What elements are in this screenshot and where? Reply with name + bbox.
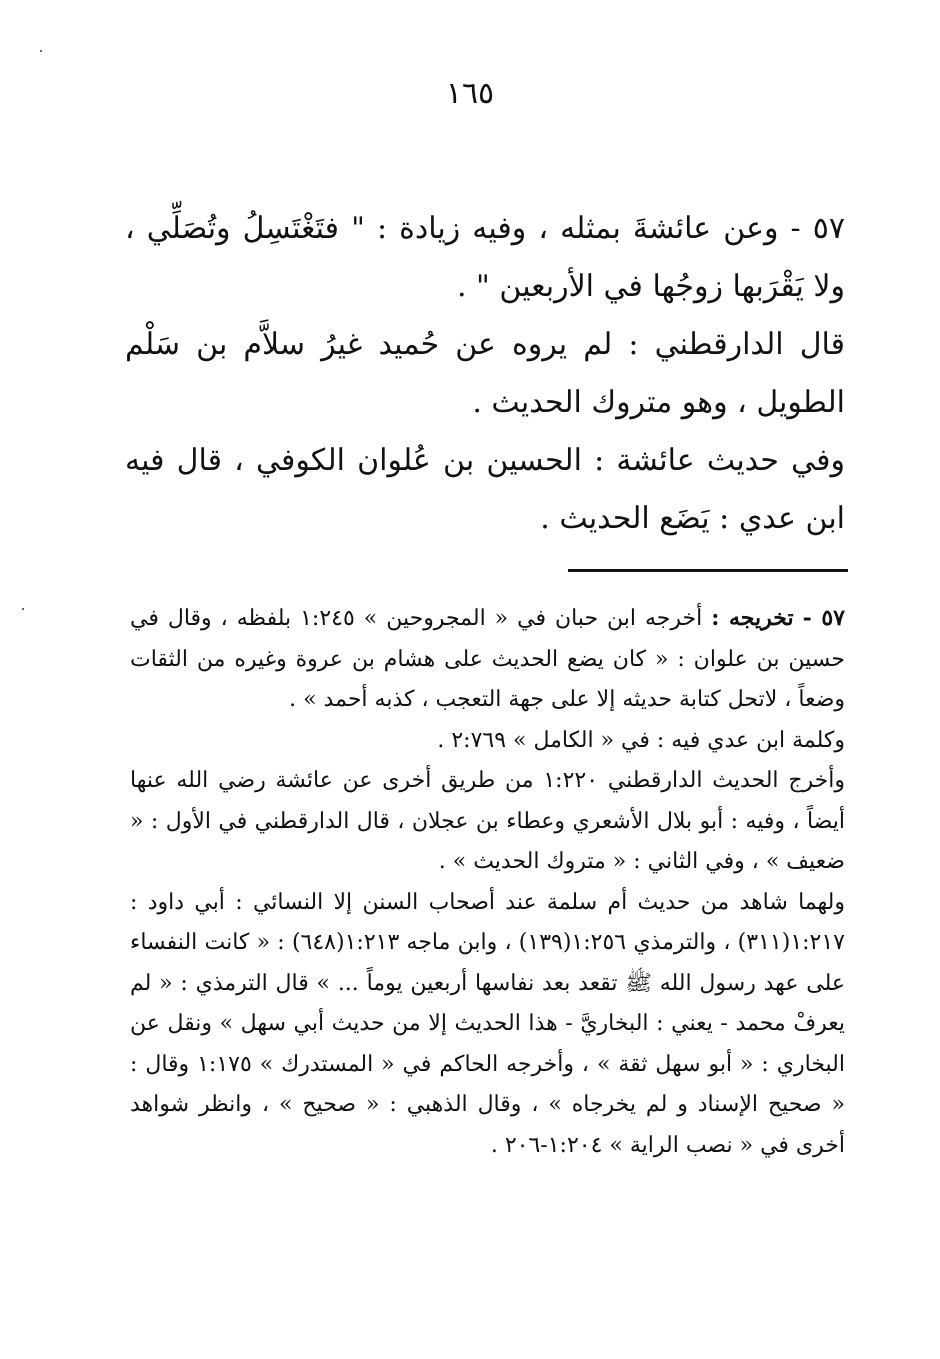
main-paragraph: قال الدارقطني : لم يروه عن حُميد غيرُ سلاَّم بن سَلْم الطويل ، وهو متروك الحديث . (125, 327, 845, 420)
footnote-paragraph: وأخرج الحديث الدارقطني ١:٢٢٠ من طريق أخرى عن عائشة رضي الله عنها أيضاً ، وفيه : أبو بلال الأشعري وعطاء بن عجلان ، قال الدارقطني في الأول : « ضعيف » ، وفي الثاني : « متروك الحديث » . (130, 768, 845, 874)
footnote-paragraph (130, 598, 845, 721)
footnote-paragraph: ولهما شاهد من حديث أم سلمة عند أصحاب السنن إلا النسائي : أبي داود : ١:٢١٧(٣١١) ، والترمذي ١:٢٥٦(١٣٩) ، وابن ماجه ١:٢١٣(٦٤٨) : « كانت النفساء على عهد رسول الله ﷺ تقعد بعد نفاسها أربعين يوماً ... » قال الترمذي : « لم يعرفْ محمد - يعني : البخاريَّ - هذا الحديث إلا من حديث أبي سهل » ونقل عن البخاري : « أبو سهل ثقة » ، وأخرجه الحاكم في « المستدرك » ١:١٧٥ وقال : « صحيح الإسناد و لم يخرجاه » ، وقال الذهبي : « صحيح » ، وانظر شواهد أخرى في « نصب الراية » ١:٢٠٤-٢٠٦ . (130, 889, 845, 1158)
scan-speck (22, 608, 24, 610)
main-text (125, 200, 845, 548)
footnotes (130, 598, 845, 1166)
footnote-separator (568, 569, 848, 572)
scan-speck (40, 50, 42, 52)
footnote-paragraph: وكلمة ابن عدي فيه : في « الكامل » ٢:٧٦٩ . (437, 727, 845, 753)
main-paragraph: وفي حديث عائشة : الحسين بن عُلوان الكوفي ، قال فيه ابن عدي : يَضَع الحديث . (125, 443, 845, 536)
footnote-text: أخرجه ابن حبان في « المجروحين » ١:٢٤٥ بلفظه ، وقال في حسين بن علوان : « كان يضع الحديث على هشام بن عروة وغيره من الثقات وضعاً ، لاتحل كتابة حديثه إلا على جهة التعجب ، كذبه أحمد » . (130, 606, 845, 712)
footnote-number: ٥٧ - (802, 605, 845, 631)
main-paragraph: ٥٧ - وعن عائشةَ بمثله ، وفيه زيادة : " فتَغْتَسِلُ وتُصَلِّي ، ولا يَقْرَبها زوجُها في الأربعين " . (125, 211, 845, 304)
page-number: ١٦٥ (445, 76, 495, 111)
footnote-label: تخريجه : (711, 605, 794, 631)
